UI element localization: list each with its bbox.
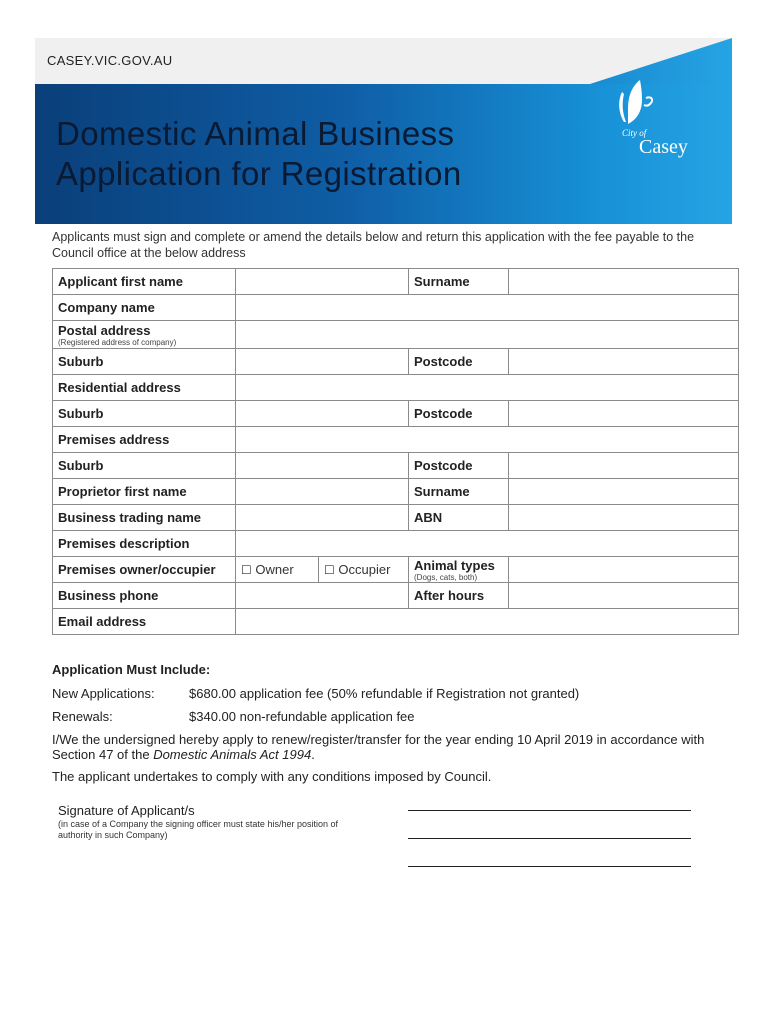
- intro-text: Applicants must sign and complete or amend the details below and return this application with the fee payable to the Council office at the below address: [52, 230, 695, 260]
- declaration-act-name: Domestic Animals Act 1994: [153, 747, 312, 762]
- email-address-label: Email address: [53, 609, 236, 635]
- table-row: [53, 531, 739, 557]
- declaration-text-start: I/We the undersigned hereby apply to renew/register/transfer for the year ending 10 April 2019 in accordance with Section 47 of the: [52, 732, 705, 762]
- new-applications-label: New Applications:: [52, 686, 155, 701]
- postal-address-label: [53, 321, 236, 349]
- postal-suburb-label: Suburb: [53, 349, 236, 375]
- signature-label: Signature of Applicant/s: [58, 803, 195, 818]
- table-row: [53, 557, 739, 583]
- table-row: [53, 505, 739, 531]
- page-title-line-2: Application for Registration: [56, 155, 462, 192]
- postal-address-note: (Registered address of company): [58, 337, 177, 347]
- table-row: [53, 269, 739, 295]
- proprietor-first-name-field[interactable]: [236, 479, 409, 505]
- table-row: [53, 583, 739, 609]
- proprietor-surname-label: Surname: [409, 479, 509, 505]
- premises-suburb-field[interactable]: [236, 453, 409, 479]
- residential-suburb-field[interactable]: [236, 401, 409, 427]
- signature-note: (in case of a Company the signing officer must state his/her position of authority in such Company): [58, 819, 338, 840]
- signature-line-3[interactable]: [408, 866, 691, 867]
- proprietor-first-name-label: Proprietor first name: [53, 479, 236, 505]
- premises-postcode-label: Postcode: [409, 453, 509, 479]
- page-title: [56, 114, 462, 194]
- owner-checkbox[interactable]: [236, 557, 319, 583]
- residential-postcode-field[interactable]: [509, 401, 739, 427]
- application-heading: Application Must Include:: [52, 662, 211, 677]
- site-url: CASEY.VIC.GOV.AU: [47, 53, 173, 68]
- proprietor-surname-field[interactable]: [509, 479, 739, 505]
- applicant-surname-field[interactable]: [509, 269, 739, 295]
- business-phone-field[interactable]: [236, 583, 409, 609]
- table-row: [53, 453, 739, 479]
- signature-line-1[interactable]: [408, 810, 691, 811]
- declaration-text-end: .: [311, 747, 315, 762]
- applicant-first-name-field[interactable]: [236, 269, 409, 295]
- residential-address-field[interactable]: [236, 375, 739, 401]
- animal-types-label: [409, 557, 509, 583]
- renewals-label: Renewals:: [52, 709, 113, 724]
- renewals-fee: $340.00 non-refundable application fee: [189, 709, 415, 724]
- postal-address-label-text: Postal address: [58, 322, 151, 338]
- after-hours-label: After hours: [409, 583, 509, 609]
- premises-description-label: Premises description: [53, 531, 236, 557]
- logo-casey-text: Casey: [639, 136, 688, 158]
- postal-postcode-field[interactable]: [509, 349, 739, 375]
- owner-label: Owner: [255, 562, 294, 577]
- premises-address-field[interactable]: [236, 427, 739, 453]
- premises-postcode-field[interactable]: [509, 453, 739, 479]
- occupier-checkbox-icon: ☐: [324, 563, 335, 577]
- residential-postcode-label: Postcode: [409, 401, 509, 427]
- postal-suburb-field[interactable]: [236, 349, 409, 375]
- business-trading-name-label: Business trading name: [53, 505, 236, 531]
- table-row: [53, 479, 739, 505]
- applicant-first-name-label: Applicant first name: [53, 269, 236, 295]
- owner-checkbox-icon: ☐: [241, 563, 252, 577]
- signature-line-2[interactable]: [408, 838, 691, 839]
- undertaking-text: The applicant undertakes to comply with any conditions imposed by Council.: [52, 769, 492, 784]
- page-title-line-1: Domestic Animal Business: [56, 115, 455, 152]
- company-name-field[interactable]: [236, 295, 739, 321]
- declaration-text: [52, 732, 712, 762]
- new-applications-fee: $680.00 application fee (50% refundable if Registration not granted): [189, 686, 580, 701]
- company-name-label: Company name: [53, 295, 236, 321]
- business-phone-label: Business phone: [53, 583, 236, 609]
- table-row: [53, 375, 739, 401]
- logo-city-of-text: City of: [622, 128, 647, 138]
- applicant-surname-label: Surname: [409, 269, 509, 295]
- abn-field[interactable]: [509, 505, 739, 531]
- animal-types-note: (Dogs, cats, both): [414, 572, 478, 582]
- table-row: [53, 349, 739, 375]
- business-trading-name-field[interactable]: [236, 505, 409, 531]
- premises-address-label: Premises address: [53, 427, 236, 453]
- premises-suburb-label: Suburb: [53, 453, 236, 479]
- registration-form-table: [52, 268, 739, 635]
- animal-types-label-text: Animal types: [414, 557, 495, 573]
- postal-postcode-label: Postcode: [409, 349, 509, 375]
- table-row: [53, 321, 739, 349]
- occupier-checkbox[interactable]: [319, 557, 409, 583]
- table-row: [53, 295, 739, 321]
- table-row: [53, 427, 739, 453]
- postal-address-field[interactable]: [236, 321, 739, 349]
- table-row: [53, 401, 739, 427]
- email-address-field[interactable]: [236, 609, 739, 635]
- residential-suburb-label: Suburb: [53, 401, 236, 427]
- animal-types-field[interactable]: [509, 557, 739, 583]
- occupier-label: Occupier: [338, 562, 391, 577]
- table-row: [53, 609, 739, 635]
- abn-label: ABN: [409, 505, 509, 531]
- premises-description-field[interactable]: [236, 531, 739, 557]
- after-hours-field[interactable]: [509, 583, 739, 609]
- residential-address-label: Residential address: [53, 375, 236, 401]
- premises-owner-occupier-label: Premises owner/occupier: [53, 557, 236, 583]
